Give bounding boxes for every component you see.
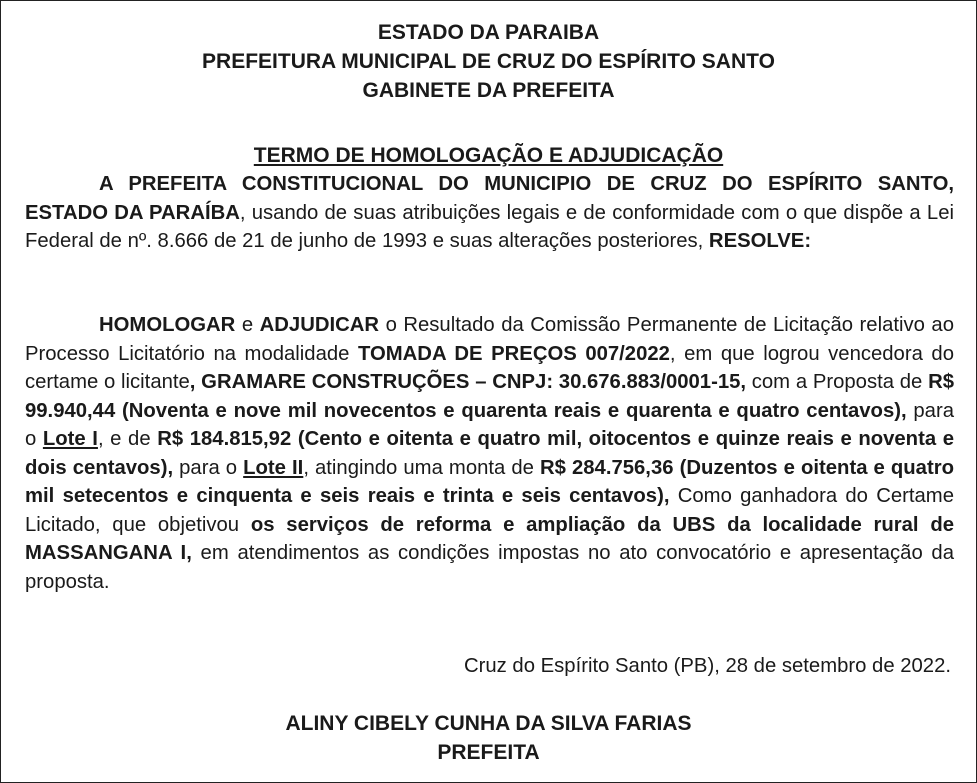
lot-1-label: Lote I (42, 428, 98, 450)
text-segment: e (235, 314, 260, 336)
homologar-term: HOMOLOGAR (99, 314, 236, 336)
winning-bidder: , GRAMARE CONSTRUÇÕES – CNPJ: 30.676.883/0001-15, (189, 371, 747, 393)
header-state: ESTADO DA PARAIBA (377, 21, 600, 44)
text-segment: para o (173, 456, 244, 479)
text-segment: Como ganhadora do Certame Licitado, que objetivou (25, 485, 954, 536)
preamble-authority: A PREFEITA CONSTITUCIONAL DO MUNICIPIO DE CRUZ DO ESPÍRITO SANTO, ESTADO DA PARAÍBA (25, 173, 954, 224)
preamble-text: , usando de suas atribuições legais e de conformidade com o que dispõe a Lei Federal de nº. 8.666 de 21 de junho de 1993 e suas alterações posteriores, (25, 201, 954, 252)
text-segment: , em que logrou vencedora do certame o licitante (25, 342, 954, 393)
total-amount: R$ 284.756,36 (Duzentos e oitenta e quatro mil setecentos e cinquenta e seis reais e trinta e seis centavos), (25, 456, 954, 507)
contract-object: os serviços de reforma e ampliação da UBS da localidade rural de MASSANGANA I, (25, 513, 955, 564)
document-title: TERMO DE HOMOLOGAÇÃO E ADJUDICAÇÃO (253, 144, 724, 167)
adjudicar-term: ADJUDICAR (259, 314, 380, 336)
lot-2-label: Lote II (243, 456, 304, 479)
modality: TOMADA DE PREÇOS 007/2022 (357, 342, 670, 365)
preamble-resolve: RESOLVE: (708, 230, 812, 252)
text-segment: para o (25, 399, 954, 450)
place-and-date: Cruz do Espírito Santo (PB), 28 de setembro de 2022. (463, 655, 951, 677)
text-segment: em atendimentos as condições impostas no ato convocatório e apresentação da proposta. (25, 542, 954, 593)
amount-lot-2: R$ 184.815,92 (Cento e oitenta e quatro mil, oitocentos e quinze reais e noventa e dois centavos), (25, 428, 954, 479)
amount-lot-1: R$ 99.940,44 (Noventa e nove mil novecentos e quarenta reais e quarenta e quatro centavos), (25, 371, 954, 422)
signatory-name: ALINY CIBELY CUNHA DA SILVA FARIAS (285, 712, 692, 735)
text-segment: com a Proposta de (746, 371, 929, 393)
text-segment: , e de (97, 428, 158, 450)
header-office: GABINETE DA PREFEITA (362, 79, 615, 102)
text-segment: o Resultado da Comissão Permanente de Licitação relativo ao Processo Licitatório na modalidade (25, 314, 954, 365)
header-municipality: PREFEITURA MUNICIPAL DE CRUZ DO ESPÍRITO SANTO (202, 50, 775, 73)
signatory-role: PREFEITA (437, 741, 540, 764)
paragraph-resolution (25, 311, 954, 596)
text-segment: , atingindo uma monta de (303, 456, 540, 479)
paragraph-preamble (25, 170, 954, 256)
